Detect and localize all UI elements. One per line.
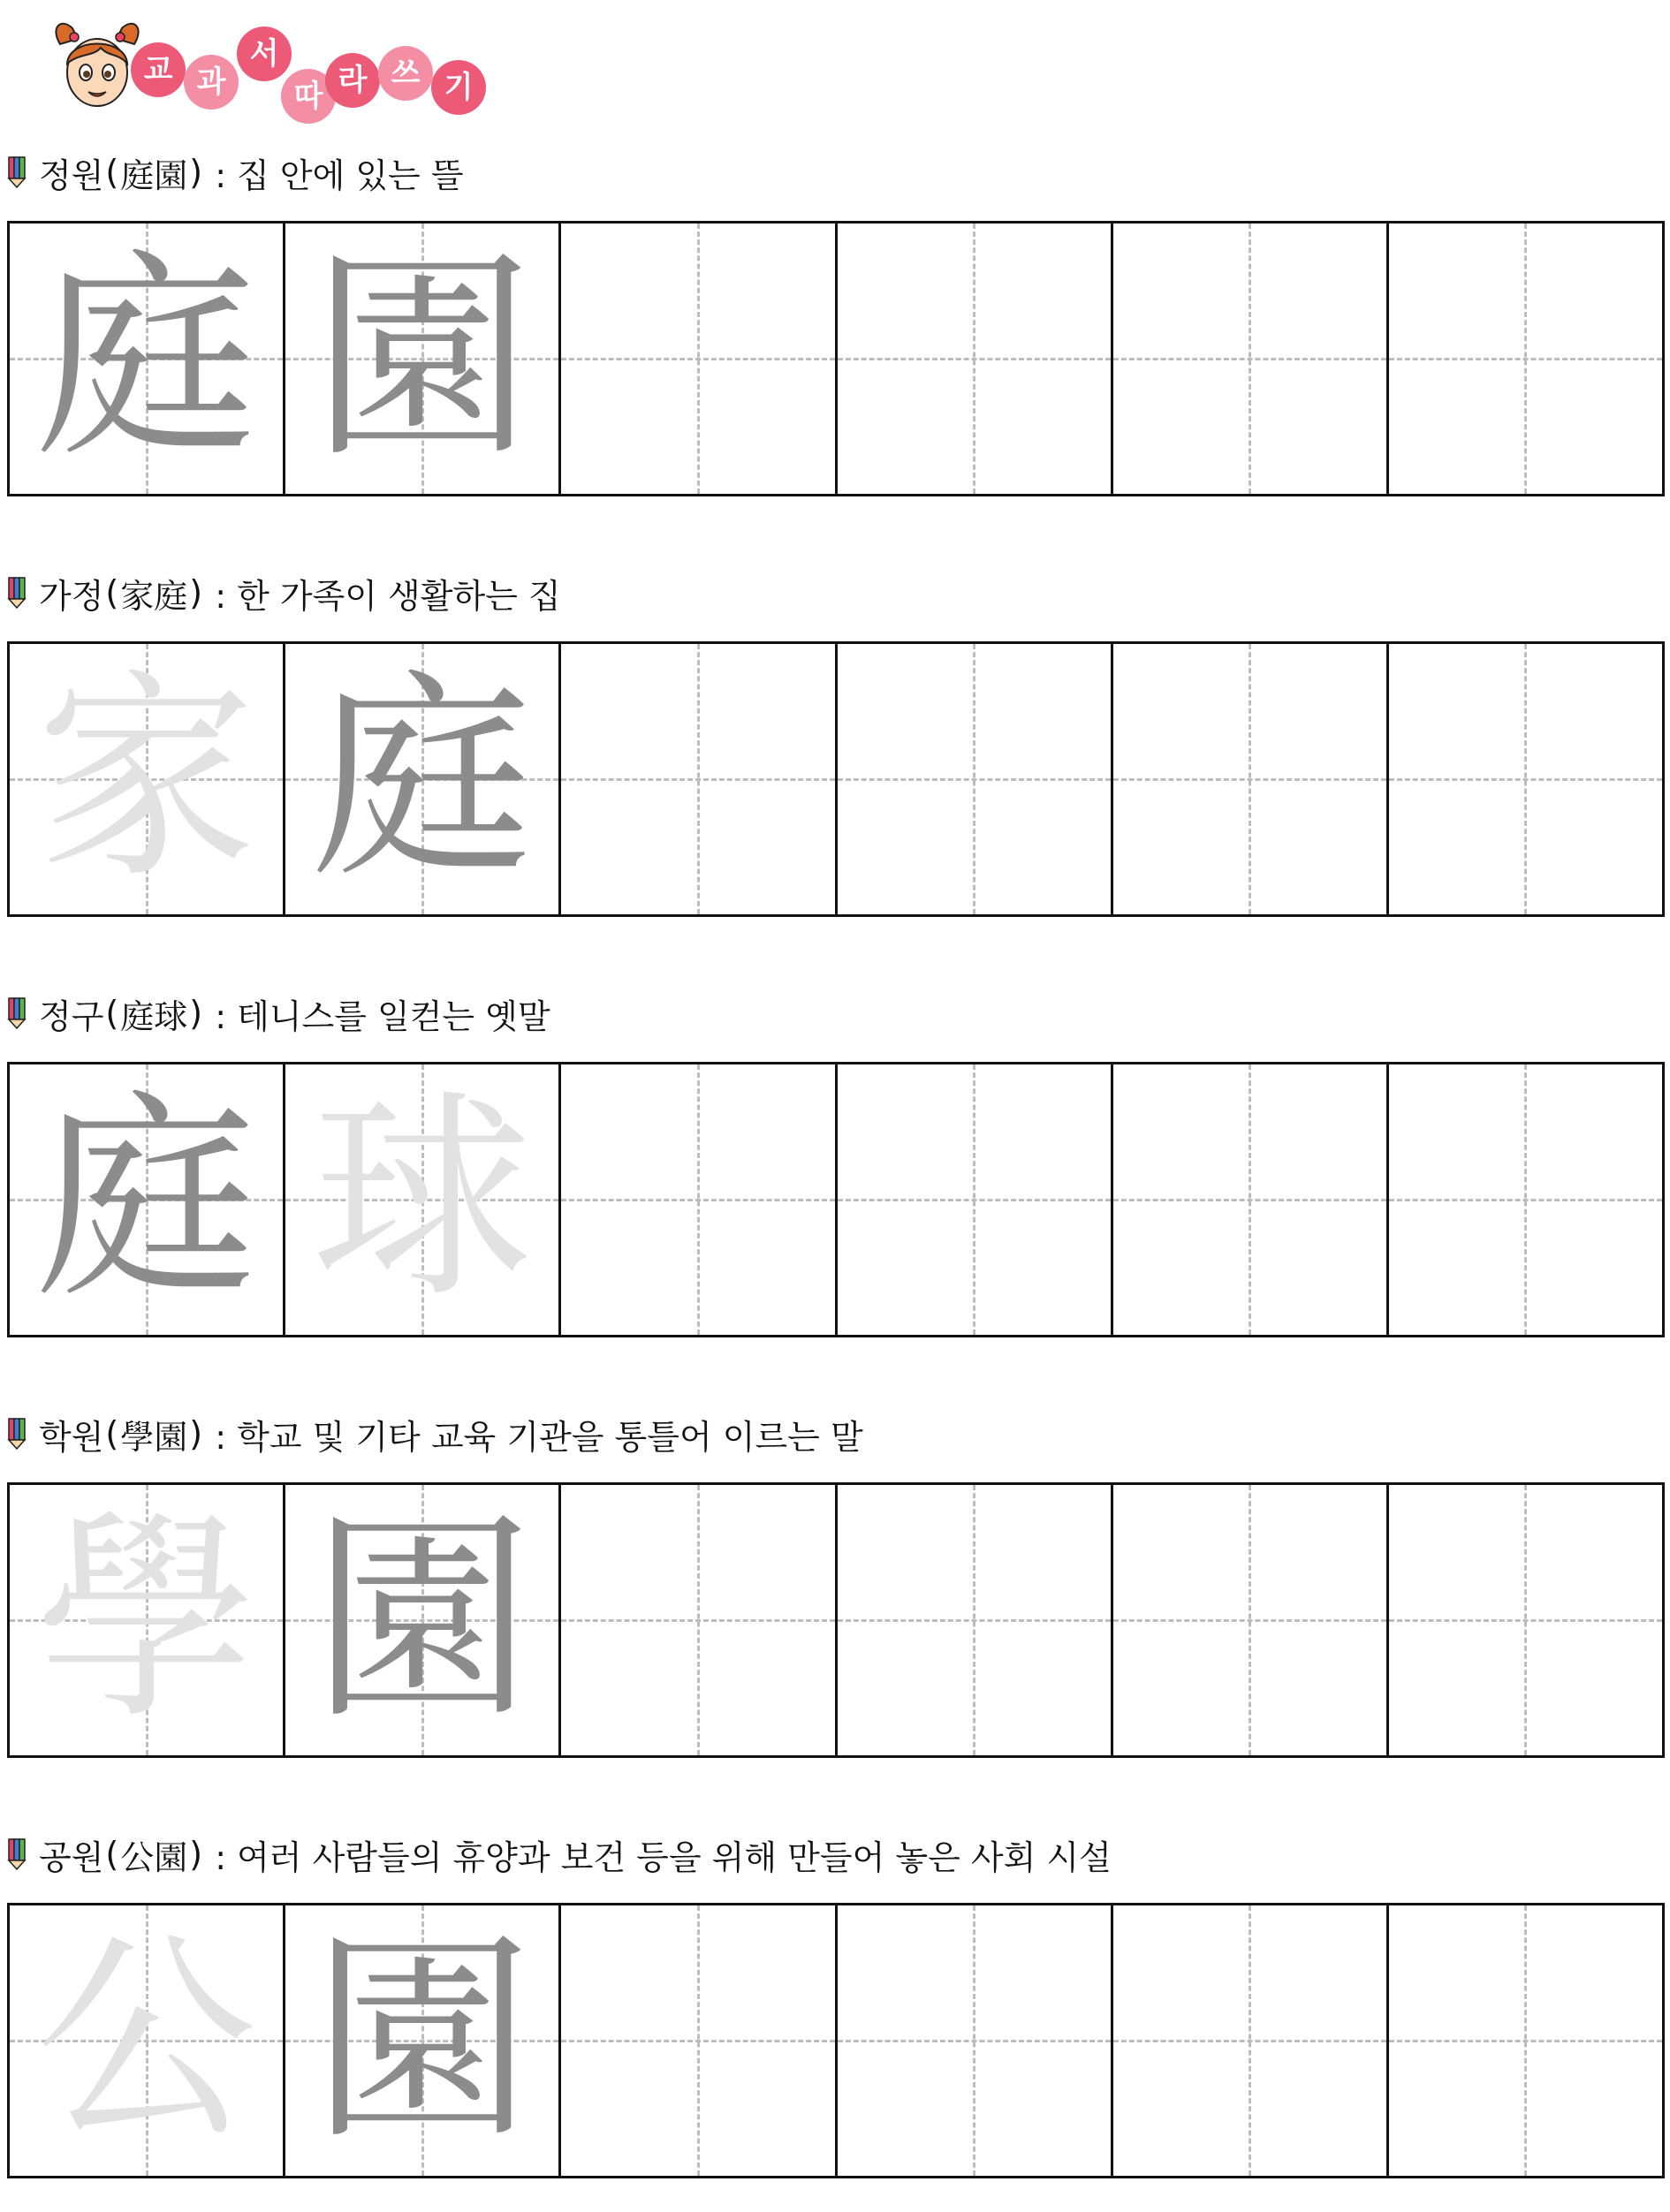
trace-cell [10,1485,285,1755]
horizontal-guide-line [561,1619,834,1622]
logo-letter: 서 [237,27,292,81]
horizontal-guide-line [1389,1199,1662,1201]
writing-grid [7,1903,1665,2178]
trace-character: 庭 [35,230,257,487]
blank-writing-cell[interactable] [1113,223,1389,494]
word-section [0,1832,1670,2185]
trace-cell [285,223,561,494]
horizontal-guide-line [561,778,834,781]
trace-character: 球 [311,1071,533,1328]
word-section [0,571,1670,924]
open-paren: ( [105,573,119,612]
close-paren: ) [189,1414,203,1453]
blank-writing-cell[interactable] [1113,1064,1389,1335]
girl-mascot-icon [53,18,141,115]
word-heading [7,1412,863,1456]
close-paren: ) [189,1835,203,1874]
close-paren: ) [189,153,203,192]
horizontal-guide-line [1113,358,1386,360]
logo-letter: 교 [131,42,186,97]
writing-grid [7,221,1665,496]
blank-writing-cell[interactable] [1113,1485,1389,1755]
word-definition: : 테니스를 일컫는 옛말 [215,996,550,1036]
pencil-icon [7,1837,27,1871]
word-heading [7,991,550,1035]
word-definition: : 한 가족이 생활하는 집 [215,576,561,616]
horizontal-guide-line [1389,1619,1662,1622]
horizontal-guide-line [561,358,834,360]
trace-character: 園 [311,1912,533,2169]
open-paren: ( [105,1414,119,1453]
open-paren: ( [105,1835,119,1874]
blank-writing-cell[interactable] [561,644,837,914]
horizontal-guide-line [838,778,1111,781]
horizontal-guide-line [838,1619,1111,1622]
word-hanja: 庭園 [120,155,188,195]
word-hangul: 가정 [39,576,104,616]
close-paren: ) [189,994,203,1033]
horizontal-guide-line [1389,778,1662,781]
blank-writing-cell[interactable] [1389,644,1662,914]
trace-cell [285,1485,561,1755]
horizontal-guide-line [838,2040,1111,2042]
blank-writing-cell[interactable] [1389,1905,1662,2176]
word-hangul: 학원 [39,1417,104,1457]
horizontal-guide-line [838,1199,1111,1201]
horizontal-guide-line [1113,1199,1386,1201]
word-section [0,1412,1670,1765]
blank-writing-cell[interactable] [1113,1905,1389,2176]
blank-writing-cell[interactable] [1113,644,1389,914]
open-paren: ( [105,153,119,192]
pencil-icon [7,576,27,610]
blank-writing-cell[interactable] [838,1064,1113,1335]
logo-letter: 쓰 [378,46,433,101]
logo-letter: 라 [325,53,380,108]
word-section [0,991,1670,1345]
horizontal-guide-line [838,358,1111,360]
blank-writing-cell[interactable] [838,644,1113,914]
horizontal-guide-line [561,1199,834,1201]
blank-writing-cell[interactable] [838,1905,1113,2176]
blank-writing-cell[interactable] [561,1905,837,2176]
trace-character: 庭 [311,650,533,907]
blank-writing-cell[interactable] [838,1485,1113,1755]
trace-cell [10,223,285,494]
horizontal-guide-line [1389,2040,1662,2042]
word-definition: : 학교 및 기타 교육 기관을 통틀어 이르는 말 [215,1417,863,1457]
pencil-icon [7,996,27,1030]
word-definition: : 집 안에 있는 뜰 [215,155,464,195]
trace-cell [285,1905,561,2176]
trace-cell [10,644,285,914]
horizontal-guide-line [561,2040,834,2042]
writing-grid [7,641,1665,917]
word-heading [7,571,561,615]
logo-letter: 기 [431,60,486,115]
word-hangul: 정구 [39,996,104,1036]
trace-character: 家 [35,650,257,907]
word-hanja: 庭球 [120,996,188,1036]
horizontal-guide-line [1113,1619,1386,1622]
blank-writing-cell[interactable] [561,1064,837,1335]
blank-writing-cell[interactable] [561,223,837,494]
word-hanja: 學園 [120,1417,188,1457]
word-heading [7,150,464,194]
open-paren: ( [105,994,119,1033]
pencil-icon [7,155,27,189]
trace-character: 園 [311,1491,533,1748]
word-definition: : 여러 사람들의 휴양과 보건 등을 위해 만들어 놓은 사회 시설 [215,1837,1112,1877]
blank-writing-cell[interactable] [1389,1064,1662,1335]
word-heading [7,1832,1112,1876]
blank-writing-cell[interactable] [1389,1485,1662,1755]
logo-letter: 과 [184,55,239,110]
word-section [0,150,1670,504]
writing-grid [7,1482,1665,1758]
writing-grid [7,1062,1665,1337]
trace-cell [285,1064,561,1335]
horizontal-guide-line [1389,358,1662,360]
trace-character: 公 [35,1912,257,2169]
trace-character: 學 [35,1491,257,1748]
logo-letter: 따 [281,69,336,124]
blank-writing-cell[interactable] [561,1485,837,1755]
trace-cell [285,644,561,914]
trace-cell [10,1064,285,1335]
trace-cell [10,1905,285,2176]
trace-character: 庭 [35,1071,257,1328]
word-hanja: 公園 [120,1837,188,1877]
trace-character: 園 [311,230,533,487]
horizontal-guide-line [1113,2040,1386,2042]
blank-writing-cell[interactable] [1389,223,1662,494]
blank-writing-cell[interactable] [838,223,1113,494]
pencil-icon [7,1417,27,1451]
close-paren: ) [189,573,203,612]
word-hangul: 정원 [39,155,104,195]
worksheet-logo [27,5,486,120]
word-hangul: 공원 [39,1837,104,1877]
horizontal-guide-line [1113,778,1386,781]
word-hanja: 家庭 [120,576,188,616]
